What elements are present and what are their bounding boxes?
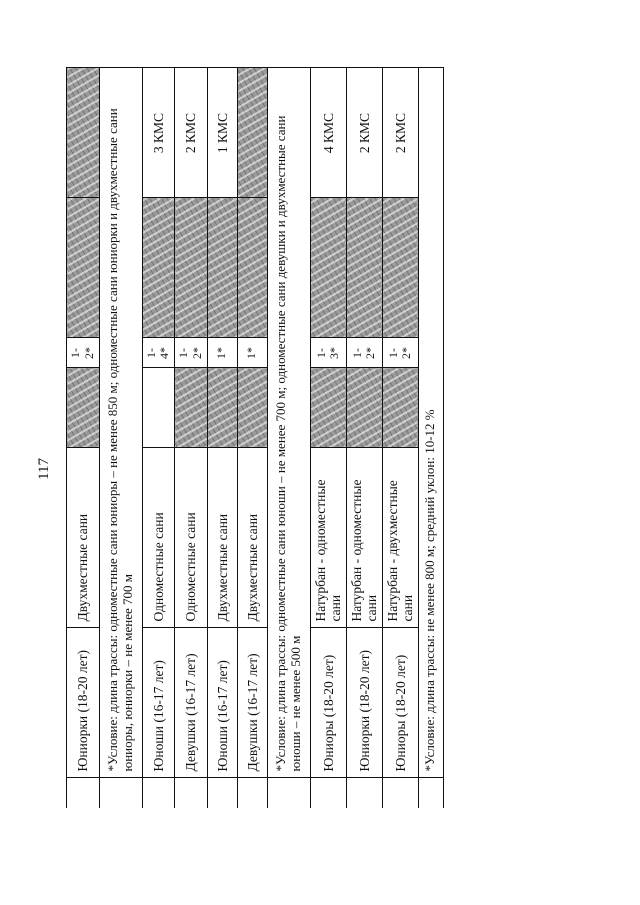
rank-cell: 2 КМС [382, 68, 418, 198]
discipline-cell: Натурбан - одноместные сани [310, 448, 346, 628]
table-row [67, 68, 100, 808]
place-cell: 1-3* [310, 338, 346, 368]
rank-cell: 3 КМС [142, 68, 175, 198]
rank-cell: 4 КМС [310, 68, 346, 198]
place-cell: 1-4* [142, 338, 175, 368]
category-cell: Юниорки (18-20 лет) [346, 628, 382, 778]
rank-cell [237, 68, 267, 198]
shaded-cell [382, 368, 418, 448]
category-cell: Юноши (16-17 лет) [142, 628, 175, 778]
shaded-cell [207, 368, 237, 448]
category-cell: Юноши (16-17 лет) [207, 628, 237, 778]
rotated-table-region [36, 68, 438, 808]
shaded-cell [346, 198, 382, 338]
category-cell: Юниорки (18-20 лет) [67, 628, 100, 778]
place-cell: 1-2* [67, 338, 100, 368]
shaded-cell [310, 368, 346, 448]
empty-cell [142, 368, 175, 448]
page-number: 117 [36, 458, 52, 480]
discipline-cell: Двухместные сани [237, 448, 267, 628]
rank-cell: 2 КМС [175, 68, 208, 198]
table-row [310, 68, 346, 808]
table-row [142, 68, 175, 808]
shaded-cell [310, 198, 346, 338]
classification-table [66, 68, 444, 809]
shaded-cell [207, 198, 237, 338]
shaded-cell [237, 198, 267, 338]
note-text: *Условие: длина трассы: одноместные сани юноши – не менее 700 м; одноместные сани девушки и двухместные сани юноши – не менее 500 м [267, 68, 310, 778]
discipline-cell: Двухместные сани [67, 448, 100, 628]
table-row [237, 68, 267, 808]
place-cell: 1-2* [382, 338, 418, 368]
table-note-row [418, 68, 443, 808]
discipline-cell: Одноместные сани [142, 448, 175, 628]
shaded-cell [175, 368, 208, 448]
category-cell: Юниоры (18-20 лет) [382, 628, 418, 778]
category-cell: Девушки (16-17 лет) [175, 628, 208, 778]
discipline-cell: Двухместные сани [207, 448, 237, 628]
shaded-cell [346, 368, 382, 448]
shaded-cell [67, 368, 100, 448]
rank-cell [67, 68, 100, 198]
table-note-row [267, 68, 310, 808]
shaded-cell [382, 198, 418, 338]
table-note-row [99, 68, 142, 808]
table-row [382, 68, 418, 808]
shaded-cell [237, 368, 267, 448]
note-text: *Условие: длина трассы: одноместные сани юниоры – не менее 850 м; одноместные сани юниорки и двухместные сани юниоры, юниорки – не менее 700 м [99, 68, 142, 778]
table-row [207, 68, 237, 808]
place-cell: 1-2* [175, 338, 208, 368]
table-row [346, 68, 382, 808]
shaded-cell [142, 198, 175, 338]
discipline-cell: Натурбан - одноместные сани [346, 448, 382, 628]
discipline-cell: Одноместные сани [175, 448, 208, 628]
category-cell: Юниоры (18-20 лет) [310, 628, 346, 778]
discipline-cell: Натурбан - двухместные сани [382, 448, 418, 628]
rank-cell: 1 КМС [207, 68, 237, 198]
shaded-cell [67, 198, 100, 338]
shaded-cell [175, 198, 208, 338]
place-cell: 1* [237, 338, 267, 368]
category-cell: Девушки (16-17 лет) [237, 628, 267, 778]
rank-cell: 2 КМС [346, 68, 382, 198]
table-row [175, 68, 208, 808]
place-cell: 1-2* [346, 338, 382, 368]
place-cell: 1* [207, 338, 237, 368]
note-text: *Условие: длина трассы: не менее 800 м; средний уклон: 10-12 % [418, 68, 443, 778]
